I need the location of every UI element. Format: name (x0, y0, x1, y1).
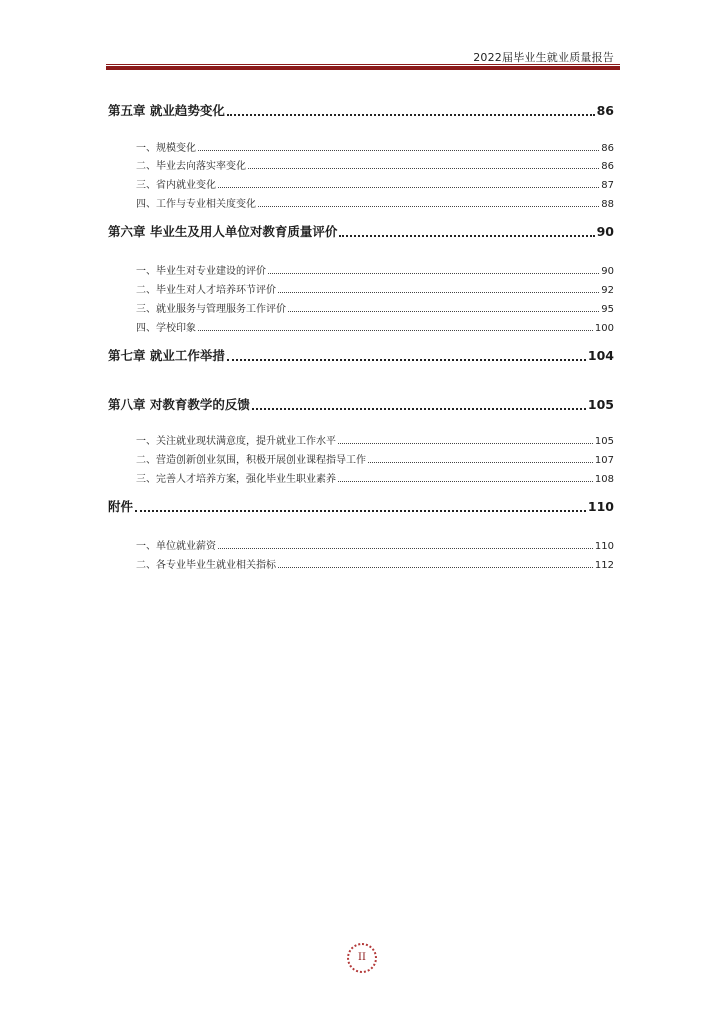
toc-entry-label: 一、关注就业现状满意度，提升就业工作水平 (136, 436, 336, 447)
toc-entry-page: 87 (601, 180, 614, 191)
toc-entry-label: 第五章 就业趋势变化 (108, 103, 225, 118)
toc-chapter-entry[interactable] (108, 497, 614, 515)
toc-entry-label: 四、学校印象 (136, 323, 196, 334)
toc-entry-page: 90 (596, 224, 614, 239)
toc-entry-label: 第七章 就业工作举措 (108, 348, 225, 363)
toc-entry-page: 110 (594, 541, 614, 552)
toc-entry-label: 第八章 对教育教学的反馈 (108, 397, 250, 412)
toc-section-entry[interactable] (136, 451, 614, 466)
toc-chapter-entry[interactable] (108, 395, 614, 413)
toc-section-entry[interactable] (136, 157, 614, 172)
toc-entry-page: 107 (594, 455, 614, 466)
dot-leader (218, 547, 593, 549)
dot-leader (288, 310, 599, 312)
dot-leader (198, 329, 593, 331)
toc-entry-page: 92 (601, 285, 614, 296)
toc-entry-page: 105 (594, 436, 614, 447)
dot-leader (135, 509, 586, 512)
toc-entry-label: 二、各专业毕业生就业相关指标 (136, 560, 276, 571)
toc-entry-label: 附件 (108, 499, 134, 514)
toc-entry-label: 一、单位就业薪资 (136, 541, 216, 552)
toc-entry-label: 二、毕业去向落实率变化 (136, 161, 246, 172)
header-rule-thin (106, 64, 620, 65)
toc-entry-page: 105 (587, 397, 614, 412)
dot-leader (258, 205, 599, 207)
toc-chapter-entry[interactable] (108, 346, 614, 364)
toc-section-entry[interactable] (136, 432, 614, 447)
toc-entry-label: 三、完善人才培养方案，强化毕业生职业素养 (136, 474, 336, 485)
toc-entry-page: 90 (601, 266, 614, 277)
dot-leader (268, 272, 599, 274)
toc-entry-page: 104 (587, 348, 614, 363)
page-number-badge (347, 943, 377, 973)
header-rule-thick (106, 66, 620, 70)
toc-entry-label: 三、就业服务与管理服务工作评价 (136, 304, 286, 315)
dot-leader (218, 186, 599, 188)
toc-entry-page: 112 (594, 560, 614, 571)
toc-section-entry[interactable] (136, 556, 614, 571)
toc-entry-page: 86 (601, 161, 614, 172)
toc-section-entry[interactable] (136, 300, 614, 315)
toc-section-entry[interactable] (136, 195, 614, 210)
toc-entry-label: 一、规模变化 (136, 143, 196, 154)
toc-entry-page: 86 (596, 103, 614, 118)
toc-entry-page: 110 (587, 499, 614, 514)
toc-entry-page: 95 (601, 304, 614, 315)
dot-leader (368, 461, 593, 463)
toc-section-entry[interactable] (136, 139, 614, 154)
toc-section-entry[interactable] (136, 176, 614, 191)
toc-chapter-entry[interactable] (108, 101, 614, 119)
toc-entry-label: 一、毕业生对专业建设的评价 (136, 266, 266, 277)
dot-leader (252, 407, 586, 410)
toc-entry-label: 四、工作与专业相关度变化 (136, 199, 256, 210)
toc-entry-label: 第六章 毕业生及用人单位对教育质量评价 (108, 224, 338, 239)
header-title: 2022届毕业生就业质量报告 (473, 51, 614, 64)
dot-leader (278, 291, 599, 293)
toc-entry-label: 二、营造创新创业氛围，积极开展创业课程指导工作 (136, 455, 366, 466)
dot-leader (278, 566, 593, 568)
toc-section-entry[interactable] (136, 537, 614, 552)
dot-leader (227, 113, 595, 116)
dot-leader (248, 167, 599, 169)
toc-entry-label: 三、省内就业变化 (136, 180, 216, 191)
toc-section-entry[interactable] (136, 470, 614, 485)
toc-entry-page: 86 (601, 143, 614, 154)
toc-section-entry[interactable] (136, 319, 614, 334)
dot-leader (227, 358, 586, 361)
dot-leader (338, 480, 593, 482)
dot-leader (339, 234, 594, 237)
toc-entry-page: 108 (594, 474, 614, 485)
toc-section-entry[interactable] (136, 262, 614, 277)
toc-section-entry[interactable] (136, 281, 614, 296)
toc-entry-page: 88 (601, 199, 614, 210)
toc-entry-label: 二、毕业生对人才培养环节评价 (136, 285, 276, 296)
dot-leader (198, 149, 599, 151)
toc-entry-page: 100 (594, 323, 614, 334)
page-number: II (358, 952, 366, 963)
dot-leader (338, 442, 593, 444)
toc-chapter-entry[interactable] (108, 222, 614, 240)
